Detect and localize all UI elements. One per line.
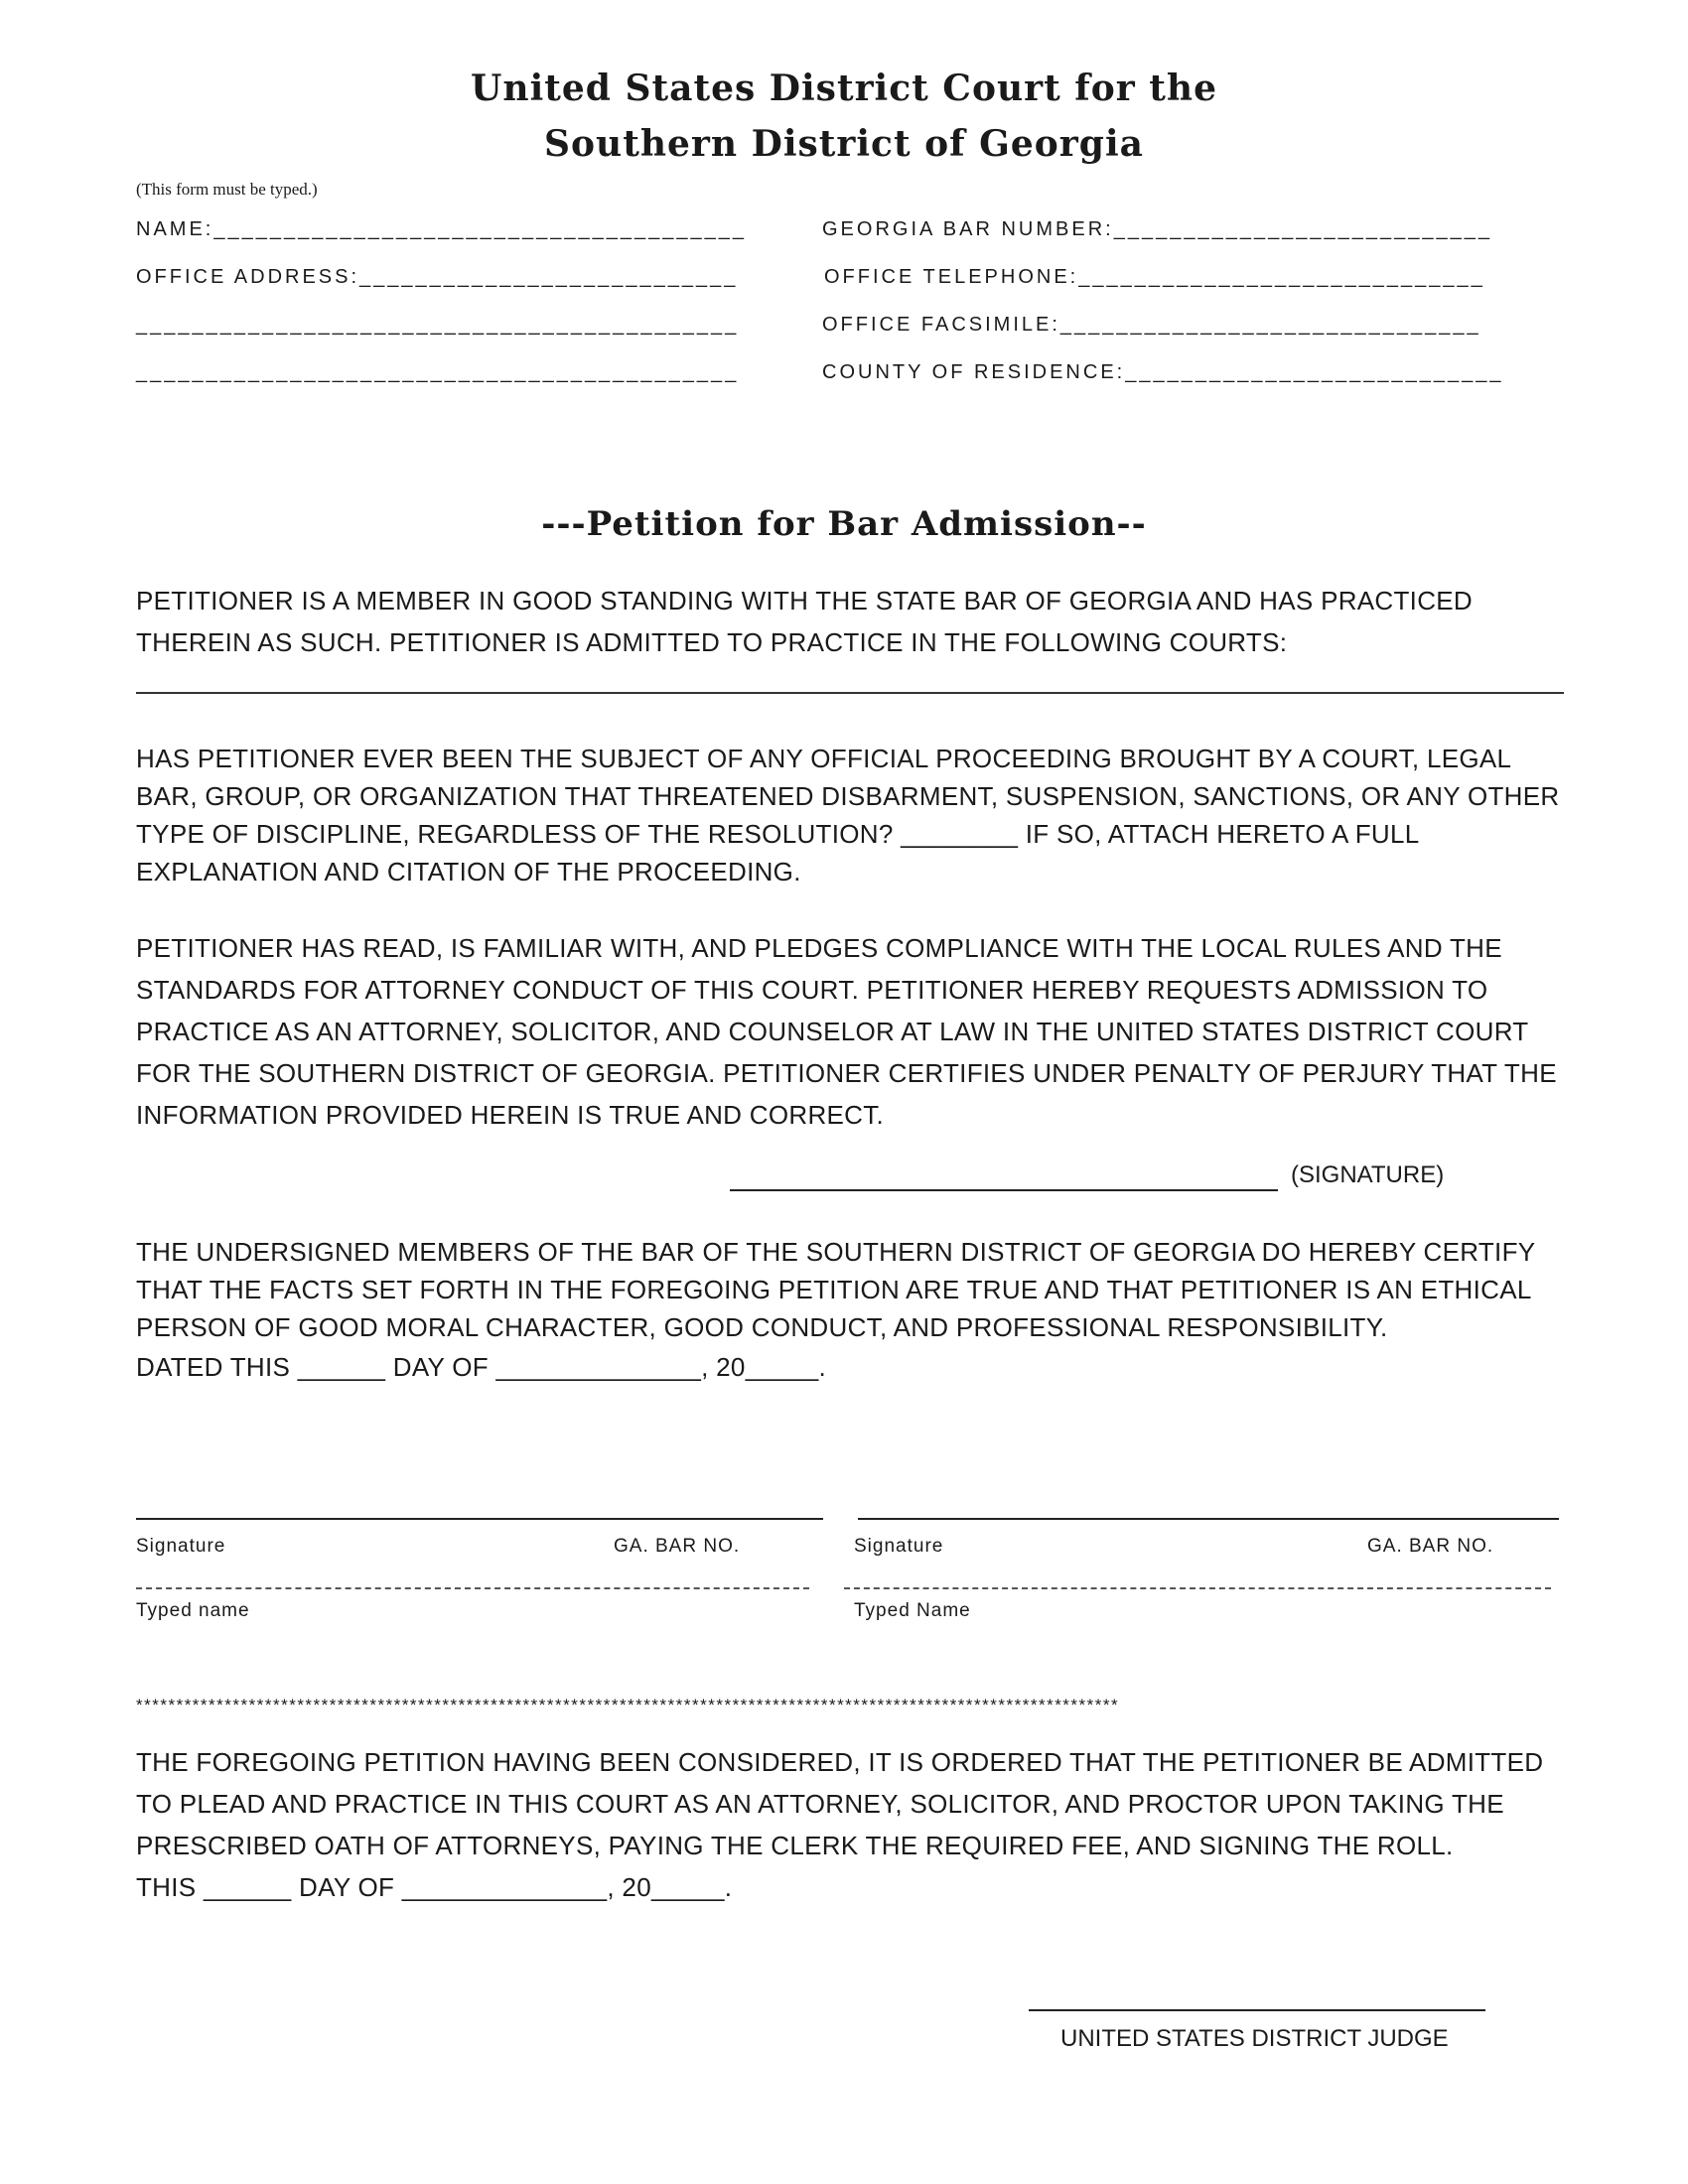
sponsor2-typed-name-label: Typed Name xyxy=(854,1600,971,1621)
sponsor1-typed-name-line[interactable] xyxy=(136,1587,809,1589)
sponsor1-signature-line[interactable] xyxy=(136,1518,823,1520)
sponsor1-typed-name-label: Typed name xyxy=(136,1600,250,1621)
office-address-field[interactable]: OFFICE ADDRESS:___________________________ xyxy=(136,266,739,288)
certification-dated: DATED THIS ______ DAY OF ______________, 20_____. xyxy=(136,1352,827,1382)
order-date-line: THIS ______ DAY OF ______________, 20_____. xyxy=(136,1872,733,1902)
court-title-line2: Southern District of Georgia xyxy=(544,123,1144,165)
judge-label: UNITED STATES DISTRICT JUDGE xyxy=(1060,2025,1449,2052)
sponsor2-signature-label: Signature xyxy=(854,1536,944,1557)
petition-heading: ---Petition for Bar Admission-- xyxy=(541,504,1147,544)
star-divider: ************************************************************************************************************************** xyxy=(136,1696,1120,1714)
sponsor1-bar-no-label: GA. BAR NO. xyxy=(614,1536,741,1557)
typed-note: (This form must be typed.) xyxy=(136,180,318,199)
sponsor1-signature-label: Signature xyxy=(136,1536,226,1557)
petition-para3: PETITIONER HAS READ, IS FAMILIAR WITH, AND PLEDGES COMPLIANCE WITH THE LOCAL RULES AND THE STANDARDS FOR ATTORNEY CONDUCT OF THIS COURT. PETITIONER HEREBY REQUESTS ADMISSION TO PRACTICE AS AN ATTORNEY, SOLICITOR, AND COUNSELOR AT LAW IN THE UNITED STATES DISTRICT COURT FOR THE SOUTHERN DISTRICT OF GEORGIA. PETITIONER CERTIFIES UNDER PENALTY OF PERJURY THAT THE INFORMATION PROVIDED HEREIN IS TRUE AND CORRECT. xyxy=(136,933,1557,1130)
courts-line[interactable] xyxy=(136,692,1564,694)
office-facsimile-field[interactable]: OFFICE FACSIMILE:______________________________ xyxy=(822,314,1481,336)
petition-para2: HAS PETITIONER EVER BEEN THE SUBJECT OF ANY OFFICIAL PROCEEDING BROUGHT BY A COURT, LEGAL BAR, GROUP, OR ORGANIZATION THAT THREATENED DISBARMENT, SUSPENSION, SANCTIONS, OR ANY OTHER TYPE OF DISCIPLINE, REGARDLESS OF THE RESOLUTION? ________ IF SO, ATTACH HERETO A FULL EXPLANATION AND CITATION OF THE PROCEEDING. xyxy=(136,744,1560,887)
bar-number-field[interactable]: GEORGIA BAR NUMBER:___________________________ xyxy=(822,218,1493,240)
petitioner-signature-line[interactable] xyxy=(730,1189,1278,1191)
county-of-residence-field[interactable]: COUNTY OF RESIDENCE:___________________________ xyxy=(822,361,1504,383)
office-telephone-field[interactable]: OFFICE TELEPHONE:_____________________________ xyxy=(824,266,1485,288)
address-line3-field[interactable]: ___________________________________________ xyxy=(136,361,740,383)
order-para: THE FOREGOING PETITION HAVING BEEN CONSIDERED, IT IS ORDERED THAT THE PETITIONER BE ADMITTED TO PLEAD AND PRACTICE IN THIS COURT AS AN ATTORNEY, SOLICITOR, AND PROCTOR UPON TAKING THE PRESCRIBED OATH OF ATTORNEYS, PAYING THE CLERK THE REQUIRED FEE, AND SIGNING THE ROLL. xyxy=(136,1747,1544,1860)
signature-label: (SIGNATURE) xyxy=(1291,1161,1445,1188)
certification-para: THE UNDERSIGNED MEMBERS OF THE BAR OF THE SOUTHERN DISTRICT OF GEORGIA DO HEREBY CERTIFY THAT THE FACTS SET FORTH IN THE FOREGOING PETITION ARE TRUE AND THAT PETITIONER IS AN ETHICAL PERSON OF GOOD MORAL CHARACTER, GOOD CONDUCT, AND PROFESSIONAL RESPONSIBILITY. xyxy=(136,1237,1535,1342)
sponsor2-typed-name-line[interactable] xyxy=(844,1587,1551,1589)
judge-signature-line[interactable] xyxy=(1029,2009,1485,2011)
sponsor2-signature-line[interactable] xyxy=(858,1518,1559,1520)
name-field[interactable]: NAME:______________________________________ xyxy=(136,218,748,240)
court-title-line1: United States District Court for the xyxy=(471,68,1217,109)
petition-para1: PETITIONER IS A MEMBER IN GOOD STANDING WITH THE STATE BAR OF GEORGIA AND HAS PRACTICED THEREIN AS SUCH. PETITIONER IS ADMITTED TO PRACTICE IN THE FOLLOWING COURTS: xyxy=(136,586,1474,657)
address-line2-field[interactable]: ___________________________________________ xyxy=(136,314,740,336)
sponsor2-bar-no-label: GA. BAR NO. xyxy=(1367,1536,1494,1557)
